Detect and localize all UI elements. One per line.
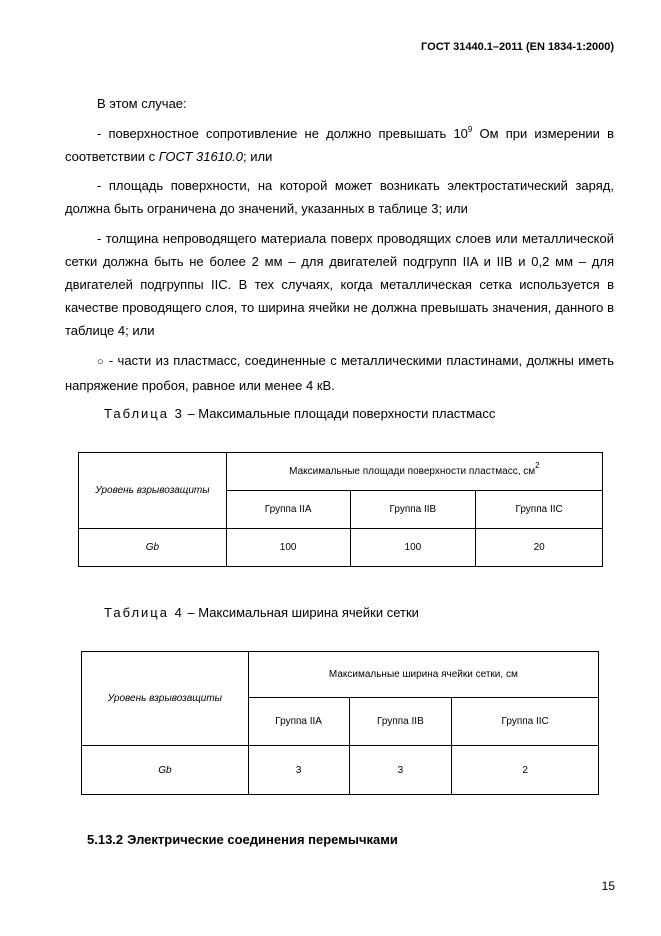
table3-group-header [226, 453, 602, 491]
table3-subheader-iia: Группа IIA [226, 491, 350, 529]
table3-cell-iib: 100 [350, 529, 476, 567]
table4-caption-label: Таблица 4 [104, 605, 184, 620]
table3-caption-text: – Максимальные площади поверхности пластмасс [183, 406, 496, 421]
section-heading [87, 832, 398, 847]
list-item-surface-area: - площадь поверхности, на которой может возникать электростатический заряд, должна быть ограничена до значений, указанных в таблице 3; или [65, 178, 614, 216]
table4-cell-iia: 3 [248, 746, 349, 795]
item1-exponent: 9 [467, 125, 473, 134]
table4-caption-text: – Максимальная ширина ячейки сетки [183, 605, 419, 620]
table3-level-header: Уровень взрывозащиты [79, 453, 227, 529]
table3-cell-iia: 100 [226, 529, 350, 567]
table4-subheader-iib: Группа IIB [349, 698, 452, 746]
table3-subheader-iib: Группа IIB [350, 491, 476, 529]
table4-subheader-iia: Группа IIA [248, 698, 349, 746]
list-item-surface-resistance [65, 122, 614, 168]
table4-level-header: Уровень взрывозащиты [82, 652, 249, 746]
section-title: Электрические соединения перемычками [127, 832, 398, 847]
table3-row-level: Gb [79, 529, 227, 567]
intro-paragraph: В этом случае: [97, 96, 187, 111]
item1-text-c: ; или [243, 149, 273, 164]
circle-bullet-icon: ○ [97, 356, 105, 368]
table3-unit-exponent: 2 [535, 461, 540, 470]
table3-group-header-text: Максимальные площади поверхности пластмасс, см [289, 466, 536, 477]
table3-subheader-iic: Группа IIC [476, 491, 603, 529]
table4 [81, 651, 599, 795]
table4-group-header: Максимальные ширина ячейки сетки, см [248, 652, 598, 698]
table4-caption [104, 605, 419, 620]
table4-subheader-iic: Группа IIC [452, 698, 599, 746]
item1-text-a: - поверхностное сопротивление не должно превышать 10 [97, 126, 468, 141]
table4-cell-iib: 3 [349, 746, 452, 795]
item1-text-b: Ом при измерении в соответствии с [65, 126, 614, 164]
table3 [78, 452, 603, 567]
list-item-thickness: - толщина непроводящего материала поверх проводящих слоев или металлической сетки должна быть не более 2 мм – для двигателей подгрупп IIA и IIB и 0,2 мм – для двигателей подгруппы IIC. В тех случаях, когда металлическая сетка используется в качестве проводящего слоя, то ширина ячейки не должна превышать значения, данного в таблице 4; или [65, 231, 614, 338]
table4-cell-iic: 2 [452, 746, 599, 795]
table3-caption [104, 406, 495, 421]
section-number: 5.13.2 [87, 832, 124, 847]
table4-row-level: Gb [82, 746, 249, 795]
standard-reference: ГОСТ 31610.0 [158, 149, 244, 164]
list-item-plastic-parts [65, 349, 614, 397]
item4-text: - части из пластмасс, соединенные с металлическими пластинами, должны иметь напряжение пробоя, равное или менее 4 кВ. [65, 353, 614, 393]
table3-cell-iic: 20 [476, 529, 603, 567]
page-number: 15 [601, 879, 615, 893]
document-header: ГОСТ 31440.1–2011 (EN 1834-1:2000) [421, 41, 614, 53]
table3-caption-label: Таблица 3 [104, 406, 184, 421]
